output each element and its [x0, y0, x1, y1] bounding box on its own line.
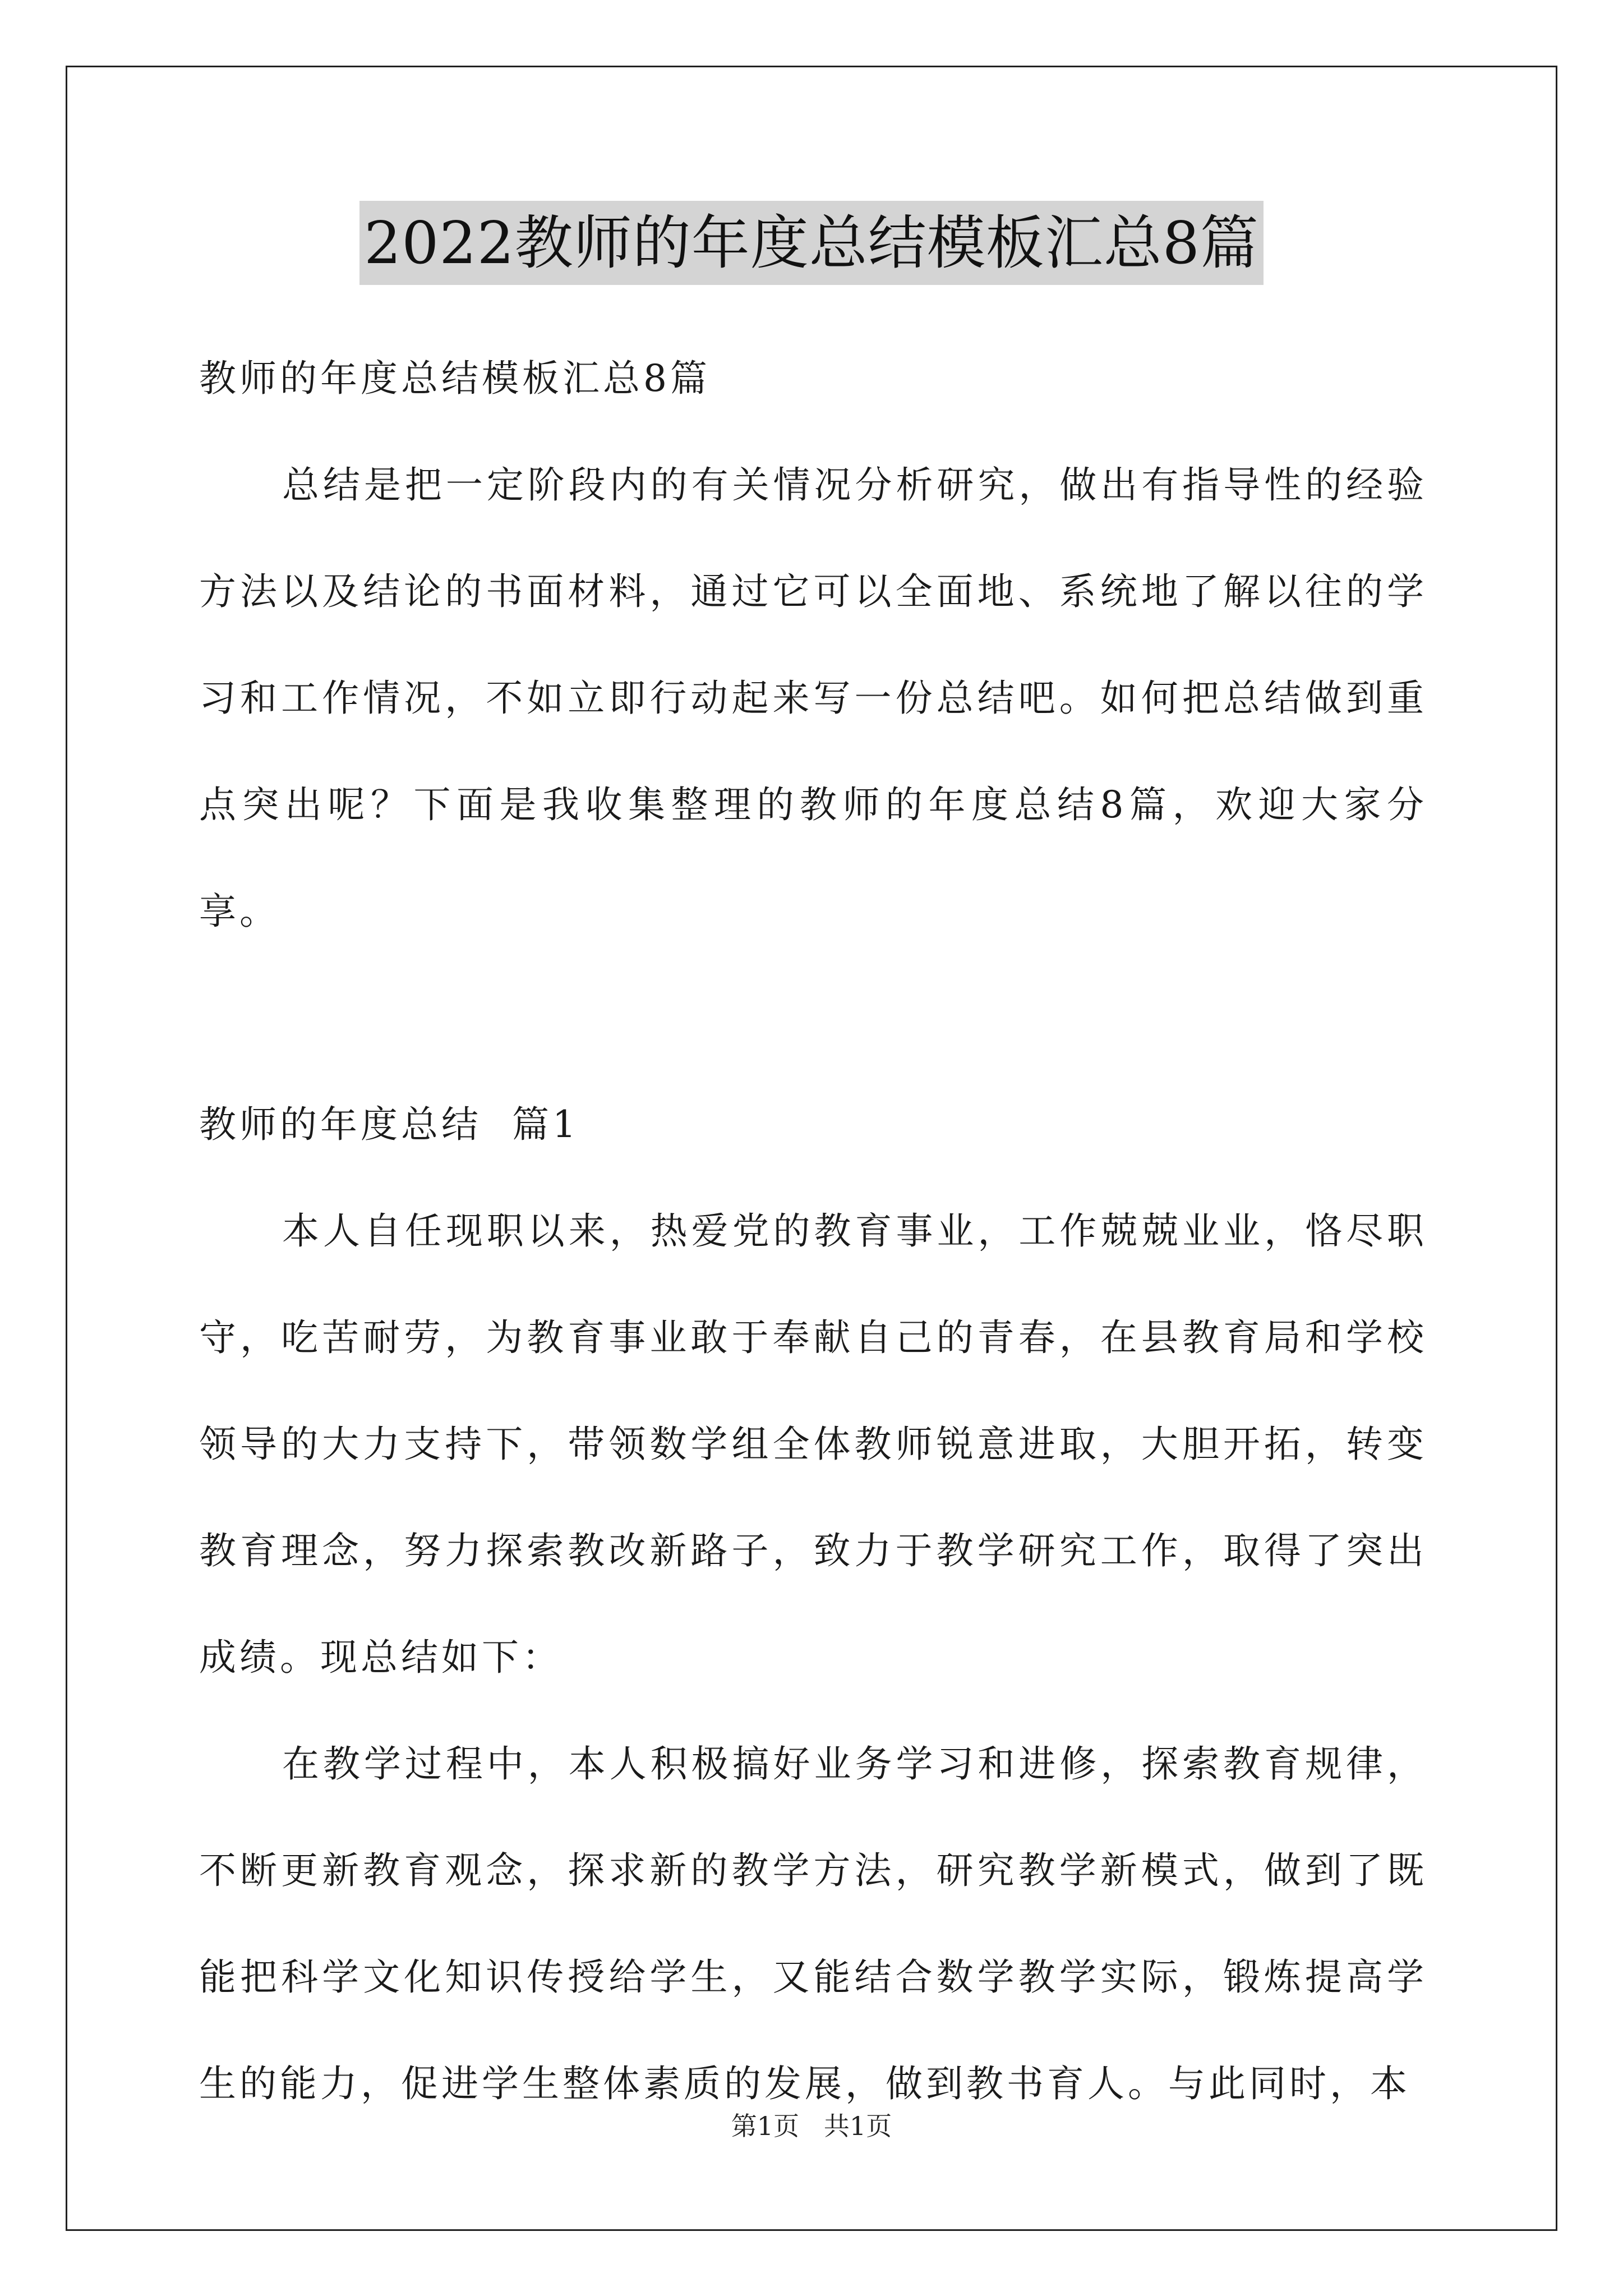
body-paragraph: 在教学过程中，本人积极搞好业务学习和进修，探索教育规律，不断更新教育观念，探求新的教学方法，研究教学新模式，做到了既能把科学文化知识传授给学生，又能结合数学教学实际，锻炼提高学生的能力，促进学生整体素质的发展，做到教书育人。与此同时，本	[199, 1742, 1427, 2105]
intro-paragraph: 总结是把一定阶段内的有关情况分析研究，做出有指导性的经验方法以及结论的书面材料，通过它可以全面地、系统地了解以往的学习和工作情况，不如立即行动起来写一份总结吧。如何把总结做到重点突出呢？下面是我收集整理的教师的年度总结8篇，欢迎大家分享。	[199, 463, 1427, 933]
title-container	[0, 201, 1623, 285]
document-title: 2022教师的年度总结模板汇总8篇	[359, 201, 1264, 285]
section-heading: 教师的年度总结 篇1	[199, 1103, 579, 1146]
page-footer: 第1页 共1页	[731, 2111, 892, 2141]
document-subtitle: 教师的年度总结模板汇总8篇	[199, 357, 711, 400]
body-paragraph: 本人自任现职以来，热爱党的教育事业，工作兢兢业业，恪尽职守，吃苦耐劳，为教育事业敢于奉献自己的青春，在县教育局和学校领导的大力支持下，带领数学组全体教师锐意进取，大胆开拓，转变教育理念，努力探索教改新路子，致力于教学研究工作，取得了突出成绩。现总结如下：	[199, 1209, 1427, 1679]
document-body	[199, 325, 1427, 2137]
